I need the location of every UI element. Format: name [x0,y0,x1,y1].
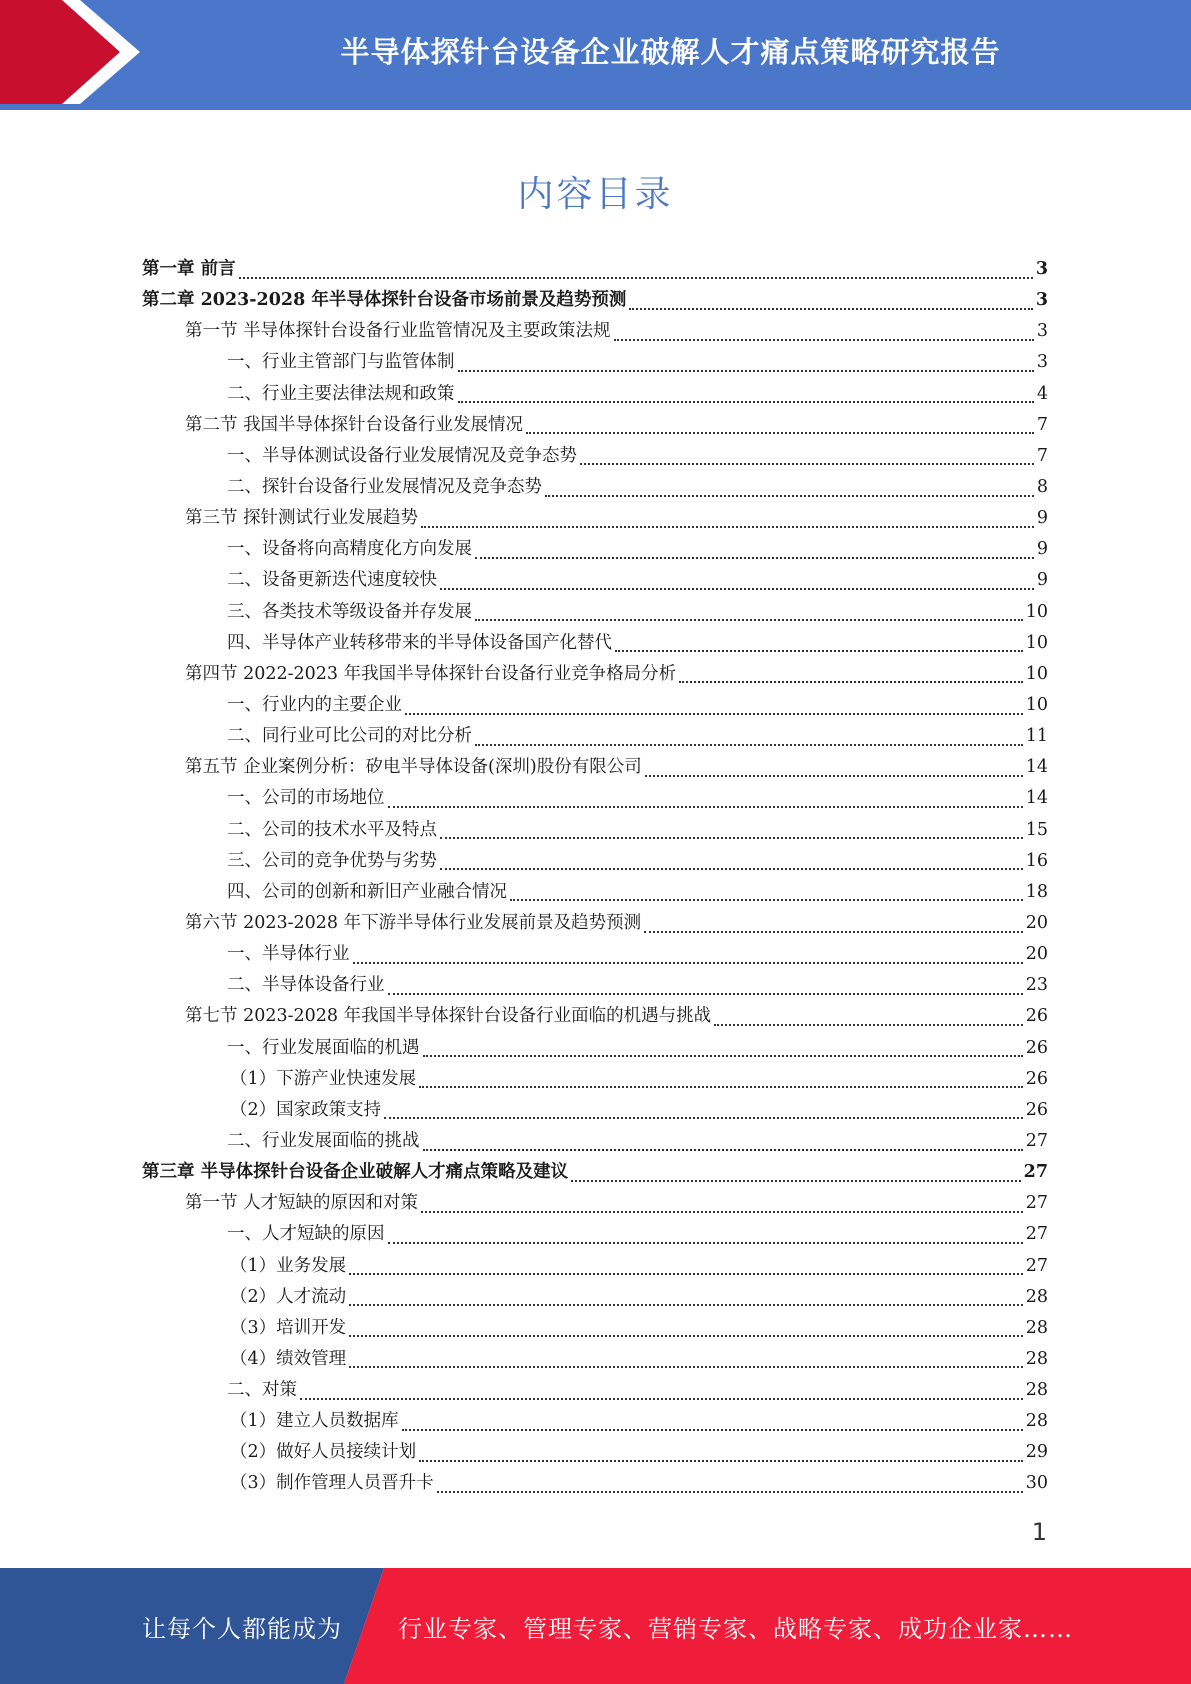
toc-entry-page: 9 [1036,539,1048,560]
toc-entry-title: （4）绩效管理 [230,1348,347,1369]
toc-entry-page: 28 [1025,1286,1048,1307]
toc-dot-leader [580,463,1034,465]
toc-entry-page: 3 [1035,259,1048,279]
toc-entry-title: 第二节 我国半导体探针台设备行业发展情况 [185,414,524,435]
page-header [0,0,1191,110]
toc-dot-leader [388,993,1023,995]
toc-entry-page: 20 [1025,944,1048,965]
toc-entry-title: 四、半导体产业转移带来的半导体设备国产化替代 [227,632,612,653]
toc-entry-page: 16 [1025,850,1048,871]
toc-dot-leader [402,1429,1023,1431]
footer-slogan-left: 让每个人都能成为 [142,1614,342,1643]
toc-entry-title: 二、设备更新迭代速度较快 [227,570,437,591]
toc-entry[interactable] [142,441,1048,472]
toc-entry-page: 10 [1025,694,1048,715]
toc-dot-leader [419,1086,1023,1088]
toc-entry-page: 28 [1025,1348,1048,1369]
toc-entry-page: 9 [1036,508,1048,529]
toc-entry[interactable] [142,1001,1048,1032]
toc-entry-title: 二、对策 [227,1380,297,1401]
toc-entry-page: 26 [1025,1006,1048,1027]
toc-entry[interactable] [142,1033,1048,1064]
toc-dot-leader [349,1335,1023,1337]
toc-entry[interactable] [142,783,1048,814]
toc-entry-title: 第一节 半导体探针台设备行业监管情况及主要政策法规 [185,321,611,342]
toc-entry[interactable] [142,379,1048,410]
toc-entry-page: 27 [1023,1162,1048,1183]
toc-entry-title: （2）国家政策支持 [230,1099,382,1120]
toc-entry-title: 一、公司的市场地位 [227,788,385,809]
toc-entry-title: 三、公司的竞争优势与劣势 [227,850,437,871]
toc-entry-title: 第七节 2023-2028 年我国半导体探针台设备行业面临的机遇与挑战 [185,1006,712,1027]
toc-dot-leader [458,370,1034,372]
toc-entry-title: 第五节 企业案例分析：矽电半导体设备(深圳)股份有限公司 [185,757,642,778]
toc-dot-leader [440,837,1023,839]
toc-dot-leader [714,1024,1023,1026]
header-title: 半导体探针台设备企业破解人才痛点策略研究报告 [340,34,1001,69]
toc-entry-title: 一、半导体测试设备行业发展情况及竞争态势 [227,445,577,466]
toc-title: 内容目录 [517,174,674,215]
toc-entry[interactable] [142,1064,1048,1095]
toc-dot-leader [388,806,1023,808]
toc-entry-title: 第三节 探针测试行业发展趋势 [185,508,419,529]
toc-dot-leader [645,775,1023,777]
toc-entry-page: 26 [1025,1037,1048,1058]
page-footer [0,1568,1191,1684]
toc-entry-title: 一、人才短缺的原因 [227,1224,385,1245]
toc-entry-page: 3 [1035,290,1048,311]
toc-entry-title: 一、设备将向高精度化方向发展 [227,539,472,560]
toc-entry-title: 二、探针台设备行业发展情况及竞争态势 [227,476,542,497]
toc-entry[interactable] [142,254,1048,285]
toc-entry-title: 第二章 2023-2028 年半导体探针台设备市场前景及趋势预测 [142,290,627,311]
toc-dot-leader [571,1180,1021,1182]
toc-entry-title: 第三章 半导体探针台设备企业破解人才痛点策略及建议 [142,1162,569,1183]
page-number: 1 [1031,1518,1047,1546]
toc-entry-page: 26 [1025,1099,1048,1120]
toc-entry-title: （2）做好人员接续计划 [230,1442,417,1463]
toc-dot-leader [545,495,1034,497]
toc-entry[interactable] [142,908,1048,939]
toc-entry-title: 三、各类技术等级设备并存发展 [227,601,472,622]
toc-entry-page: 18 [1025,881,1048,902]
toc-entry[interactable] [142,347,1048,378]
toc-dot-leader [349,1366,1023,1368]
toc-entry[interactable] [142,565,1048,596]
toc-entry-page: 27 [1025,1193,1048,1214]
toc-entry[interactable] [142,659,1048,690]
toc-entry-title: 一、半导体行业 [227,944,350,965]
toc-dot-leader [615,650,1023,652]
toc-entry[interactable] [142,721,1048,752]
toc-entry-title: （1）业务发展 [230,1255,347,1276]
toc-entry-title: 第一章 前言 [142,259,236,279]
toc-entry[interactable] [142,690,1048,721]
toc-entry-title: （3）培训开发 [230,1317,347,1338]
toc-entry[interactable] [142,472,1048,503]
toc-entry[interactable] [142,1219,1048,1250]
toc-dot-leader [475,619,1023,621]
toc-dot-leader [300,1398,1023,1400]
toc-entry[interactable] [142,534,1048,565]
toc-entry-page: 11 [1025,726,1048,747]
toc-entry-title: 二、行业主要法律法规和政策 [227,383,455,404]
toc-dot-leader [423,1149,1023,1151]
toc-entry-page: 26 [1025,1068,1048,1089]
toc-entry-page: 23 [1025,975,1048,996]
toc-entry-page: 9 [1036,570,1048,591]
toc-dot-leader [629,308,1032,310]
toc-entry[interactable] [142,846,1048,877]
toc-entry-page: 10 [1025,601,1048,622]
toc-entry[interactable] [142,815,1048,846]
toc-entry[interactable] [142,1251,1048,1282]
toc-entry-page: 28 [1025,1380,1048,1401]
toc-dot-leader [405,713,1023,715]
toc-entry[interactable] [142,628,1048,659]
toc-entry-page: 7 [1036,445,1048,466]
toc-entry[interactable] [142,939,1048,970]
toc-entry-page: 8 [1036,476,1048,497]
toc-entry-page: 4 [1036,383,1048,404]
toc-dot-leader [239,277,1033,279]
toc-entry-page: 27 [1025,1224,1048,1245]
toc-entry[interactable] [142,597,1048,628]
toc-entry-page: 14 [1025,757,1048,778]
toc-entry[interactable] [142,1095,1048,1126]
toc-dot-leader [644,931,1023,933]
toc-entry-page: 10 [1025,632,1048,653]
toc-entry-page: 30 [1025,1473,1048,1494]
toc-dot-leader [423,1055,1023,1057]
toc-entry[interactable] [142,410,1048,441]
toc-entry-title: 一、行业主管部门与监管体制 [227,352,455,373]
toc-entry-page: 20 [1025,912,1048,933]
toc-entry-title: 二、公司的技术水平及特点 [227,819,437,840]
toc-dot-leader [349,1304,1023,1306]
toc-entry-title: 第六节 2023-2028 年下游半导体行业发展前景及趋势预测 [185,912,642,933]
toc-dot-leader [437,1491,1023,1493]
toc-dot-leader [421,526,1034,528]
toc-entry[interactable] [142,503,1048,534]
toc-entry-title: （1）下游产业快速发展 [230,1068,417,1089]
toc-entry-page: 28 [1025,1317,1048,1338]
toc-dot-leader [384,1117,1023,1119]
toc-entry-page: 15 [1025,819,1048,840]
toc-dot-leader [458,401,1034,403]
toc-entry-title: 一、行业发展面临的机遇 [227,1037,420,1058]
toc-entry-title: 第四节 2022-2023 年我国半导体探针台设备行业竞争格局分析 [185,663,677,684]
toc-entry[interactable] [142,1375,1048,1406]
toc-entry-page: 14 [1025,788,1048,809]
toc-dot-leader [475,557,1034,559]
toc-entry[interactable] [142,1188,1048,1219]
toc-dot-leader [614,339,1034,341]
toc-dot-leader [421,1211,1023,1213]
toc-dot-leader [419,1460,1023,1462]
toc-entry[interactable] [142,1282,1048,1313]
toc-entry-page: 28 [1025,1411,1048,1432]
toc-entry[interactable] [142,285,1048,316]
toc-dot-leader [388,1242,1023,1244]
table-of-contents [142,254,1048,1500]
toc-entry-title: 四、公司的创新和新旧产业融合情况 [227,881,507,902]
toc-entry-title: 二、同行业可比公司的对比分析 [227,726,472,747]
toc-entry[interactable] [142,316,1048,347]
toc-entry[interactable] [142,970,1048,1001]
toc-dot-leader [475,744,1023,746]
toc-entry-page: 3 [1036,321,1048,342]
toc-entry-page: 27 [1025,1255,1048,1276]
toc-entry-title: （3）制作管理人员晋升卡 [230,1473,434,1494]
toc-entry-title: （2）人才流动 [230,1286,347,1307]
toc-entry[interactable] [142,1157,1048,1188]
toc-dot-leader [440,868,1023,870]
toc-dot-leader [526,432,1034,434]
toc-entry-page: 10 [1025,663,1048,684]
toc-entry-title: 二、半导体设备行业 [227,975,385,996]
footer-slogan-right: 行业专家、管理专家、营销专家、战略专家、成功企业家…… [398,1614,1073,1643]
toc-entry[interactable] [142,877,1048,908]
toc-entry[interactable] [142,1344,1048,1375]
toc-entry-title: 一、行业内的主要企业 [227,694,402,715]
toc-entry[interactable] [142,752,1048,783]
toc-entry[interactable] [142,1437,1048,1468]
toc-entry-page: 29 [1025,1442,1048,1463]
header-arrow-decoration [0,0,160,110]
toc-entry[interactable] [142,1126,1048,1157]
toc-dot-leader [510,899,1023,901]
toc-entry[interactable] [142,1406,1048,1437]
toc-entry[interactable] [142,1313,1048,1344]
toc-entry-page: 27 [1025,1130,1048,1151]
toc-entry-title: 第一节 人才短缺的原因和对策 [185,1193,419,1214]
toc-dot-leader [349,1273,1023,1275]
toc-dot-leader [353,962,1023,964]
toc-dot-leader [440,588,1034,590]
toc-entry[interactable] [142,1468,1048,1499]
toc-entry-title: （1）建立人员数据库 [230,1411,399,1432]
toc-dot-leader [679,681,1023,683]
toc-entry-page: 3 [1036,352,1048,373]
toc-entry-title: 二、行业发展面临的挑战 [227,1130,420,1151]
toc-entry-page: 7 [1036,414,1048,435]
